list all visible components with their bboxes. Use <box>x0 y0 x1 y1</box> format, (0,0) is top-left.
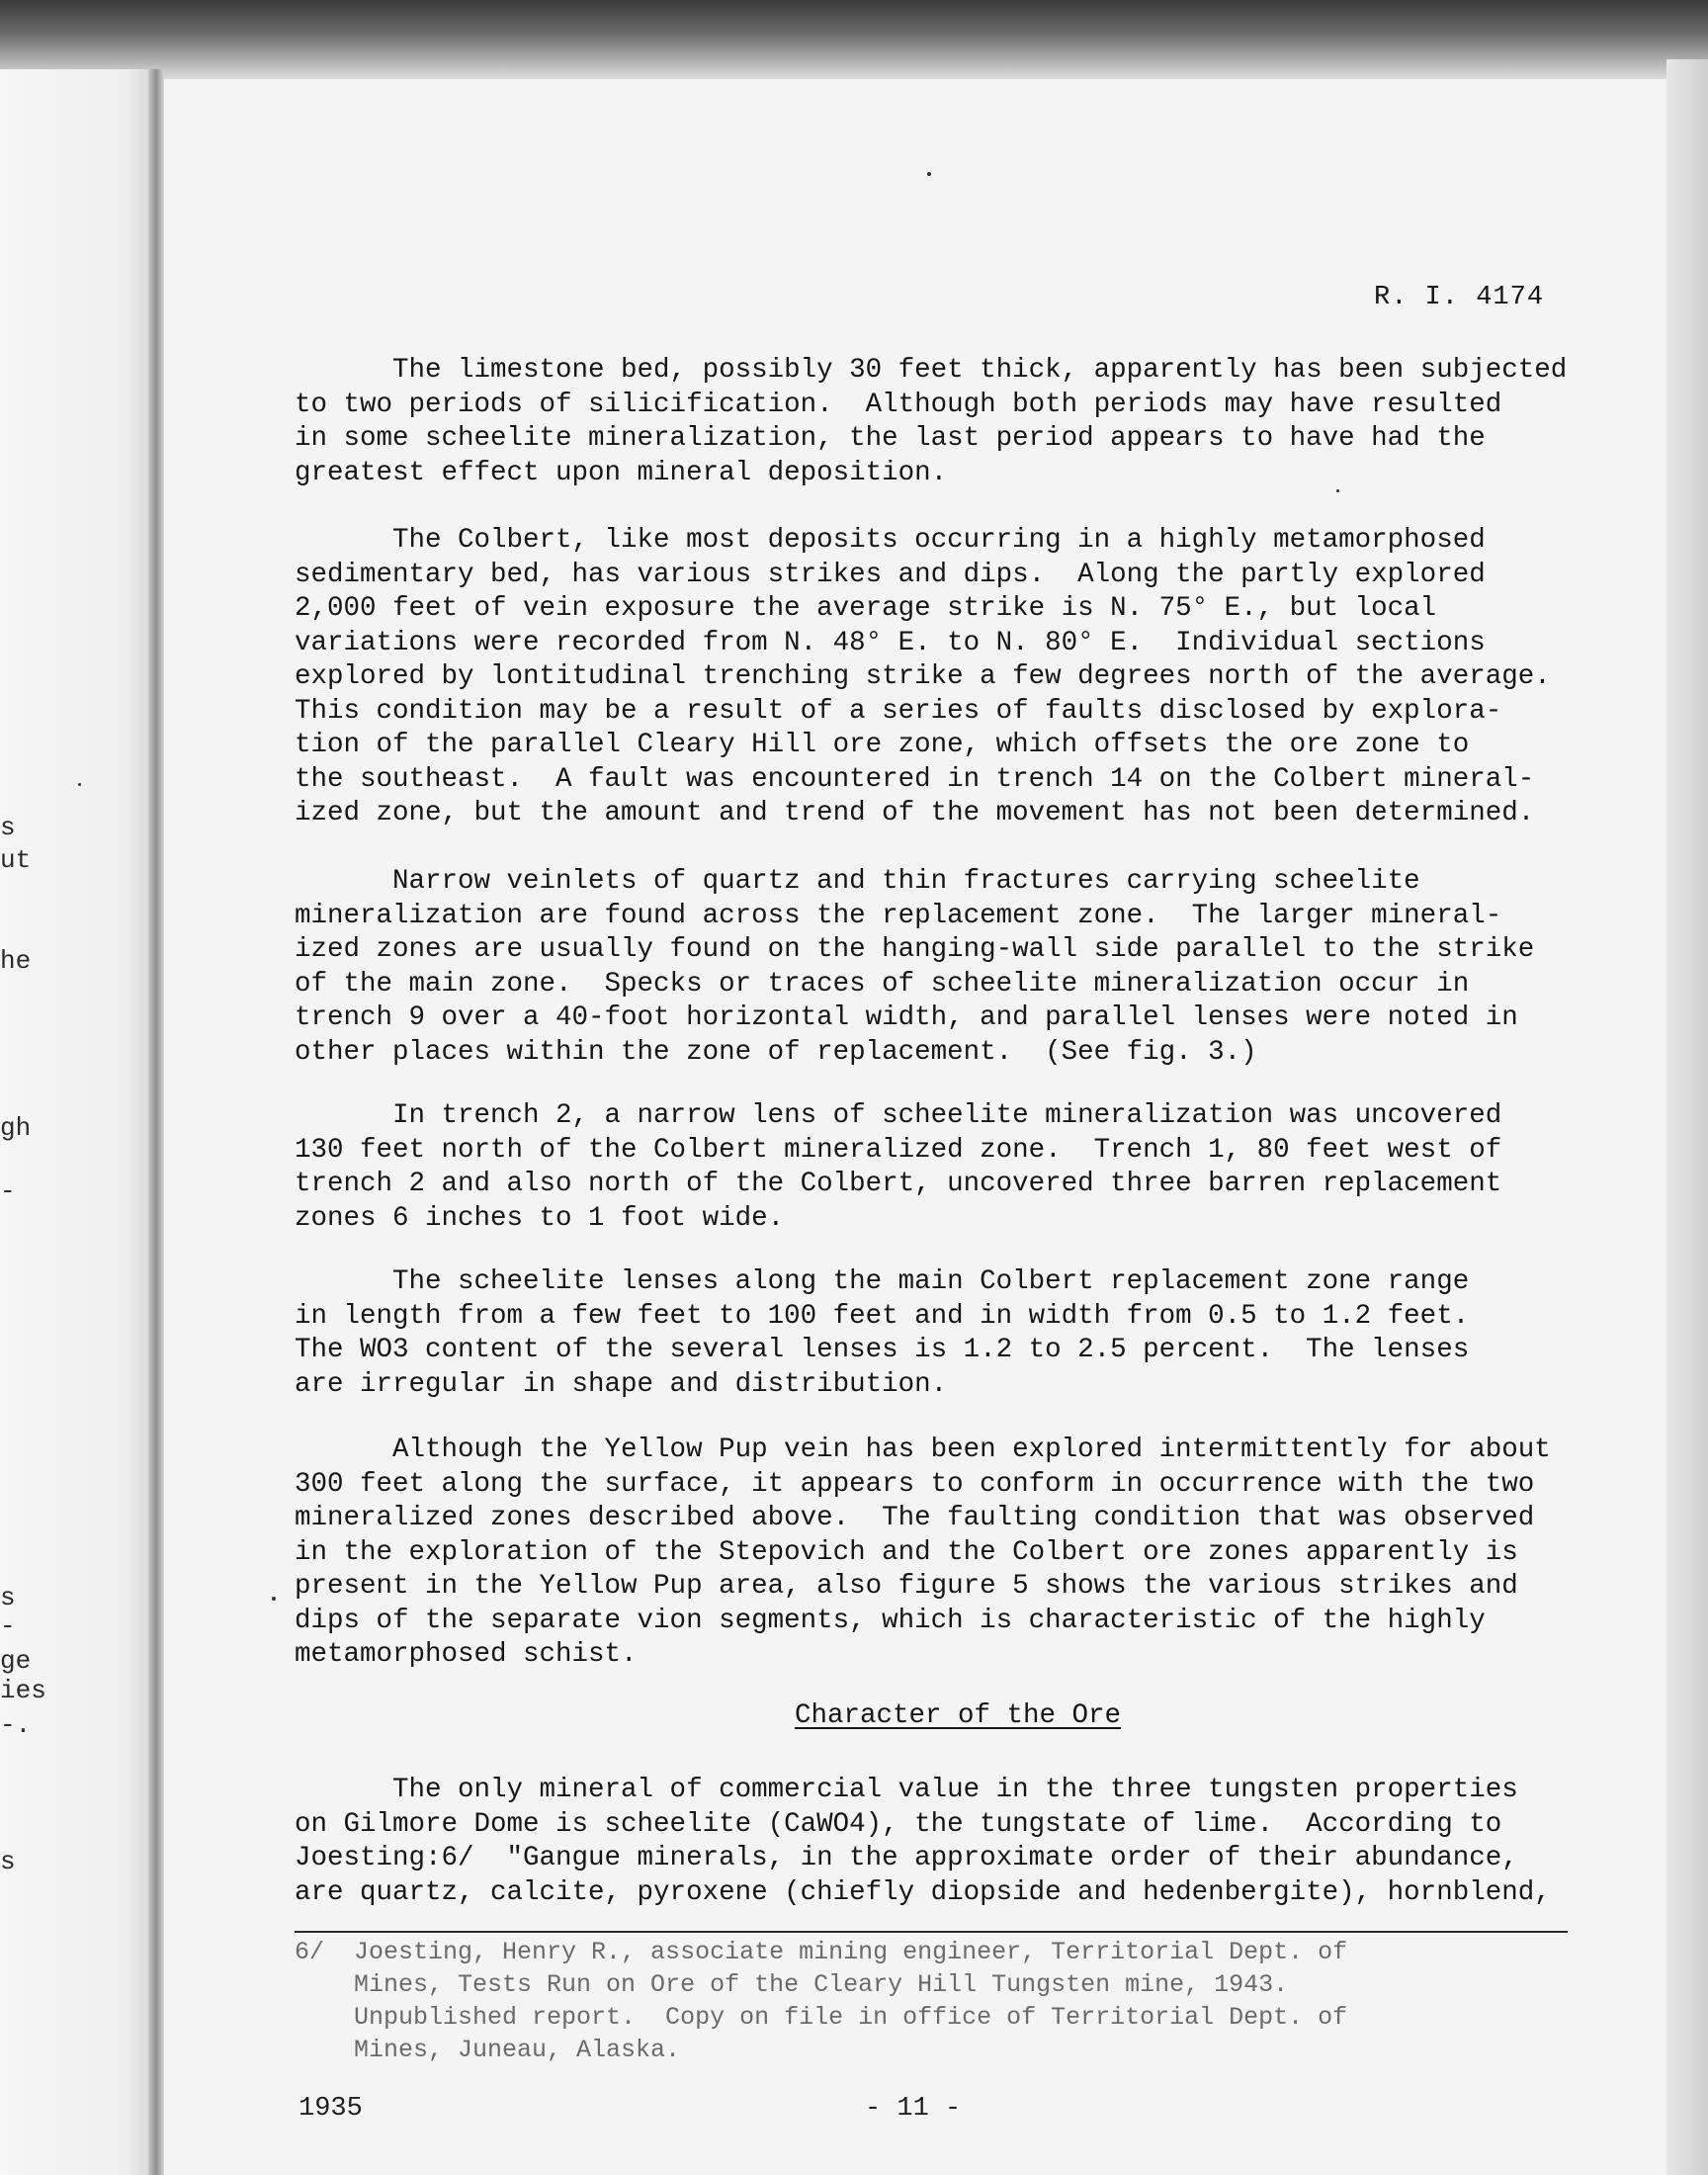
footnote-line: Unpublished report. Copy on file in office of Territorial Dept. of <box>295 2003 1348 2032</box>
text-line: In trench 2, a narrow lens of scheelite mineralization was uncovered <box>295 1100 1502 1131</box>
paragraph-silicification <box>295 354 1580 490</box>
paragraph-scheelite-lenses <box>295 1265 1580 1402</box>
text-line: tion of the parallel Cleary Hill ore zone, which offsets the ore zone to <box>295 730 1470 760</box>
text-line: the southeast. A fault was encountered in trench 14 on the Colbert mineral- <box>295 763 1535 795</box>
text-line: mineralization are found across the replacement zone. The larger mineral- <box>295 900 1502 931</box>
facing-page-fragment: - <box>0 1176 16 1206</box>
text-line: 2,000 feet of vein exposure the average strike is N. 75° E., but local <box>295 593 1437 624</box>
scan-speck <box>927 172 931 176</box>
text-line: Joesting:6/ "Gangue minerals, in the approximate order of their abundance, <box>295 1843 1518 1873</box>
text-line: Narrow veinlets of quartz and thin fractures carrying scheelite <box>295 866 1420 897</box>
facing-page-fragment: he <box>0 946 32 976</box>
footnote <box>295 1936 1580 2066</box>
text-line: The only mineral of commercial value in the three tungsten properties <box>295 1775 1518 1805</box>
text-line: zones 6 inches to 1 foot wide. <box>295 1202 785 1234</box>
text-line: trench 9 over a 40-foot horizontal width, and parallel lenses were noted in <box>295 1002 1518 1033</box>
footnote-line: Mines, Juneau, Alaska. <box>295 2036 681 2064</box>
text-line: other places within the zone of replacement. (See fig. 3.) <box>295 1036 1257 1068</box>
section-heading-text: Character of the Ore <box>794 1700 1122 1731</box>
facing-page-fragment: ut <box>0 845 32 875</box>
page-number: - 11 - <box>865 2094 962 2124</box>
text-line: 300 feet along the surface, it appears to conform in occurrence with the two <box>295 1468 1535 1500</box>
text-line: ized zones are usually found on the hanging-wall side parallel to the strike <box>295 934 1535 965</box>
text-line: The WO3 content of the several lenses is 1.2 to 2.5 percent. The lenses <box>295 1335 1470 1365</box>
text-line: explored by lontitudinal trenching strike a few degrees north of the average. <box>295 661 1551 692</box>
footnote-divider <box>295 1931 1568 1933</box>
text-line: 130 feet north of the Colbert mineralized zone. Trench 1, 80 feet west of <box>295 1134 1502 1166</box>
facing-page-fragment: s <box>0 1583 16 1612</box>
footer-year: 1935 <box>299 2094 363 2124</box>
text-line: greatest effect upon mineral deposition. <box>295 457 948 488</box>
text-line: are quartz, calcite, pyroxene (chiefly diopside and hedenbergite), hornblend, <box>295 1876 1551 1908</box>
paragraph-yellow-pup <box>295 1434 1580 1673</box>
text-line: present in the Yellow Pup area, also figure 5 shows the various strikes and <box>295 1571 1518 1602</box>
page-edge <box>1666 59 1708 2175</box>
text-line: The limestone bed, possibly 30 feet thick, apparently has been subjected <box>295 355 1568 386</box>
report-id: R. I. 4174 <box>1374 283 1545 312</box>
text-line: This condition may be a result of a series of faults disclosed by explora- <box>295 695 1502 727</box>
text-line: metamorphosed schist. <box>295 1639 638 1670</box>
text-line: are irregular in shape and distribution. <box>295 1368 948 1400</box>
footnote-line: Mines, Tests Run on Ore of the Cleary Hill Tungsten mine, 1943. <box>295 1970 1289 1999</box>
paragraph-veinlets <box>295 865 1580 1070</box>
facing-page-fragment: gh <box>0 1113 32 1143</box>
facing-page-fragment: - <box>0 1611 16 1641</box>
text-line: Although the Yellow Pup vein has been explored intermittently for about <box>295 1435 1551 1465</box>
paragraph-colbert-strikes <box>295 524 1580 831</box>
text-line: variations were recorded from N. 48° E. to N. 80° E. Individual sections <box>295 627 1486 658</box>
text-line: of the main zone. Specks or traces of scheelite mineralization occur in <box>295 968 1470 1000</box>
text-line: on Gilmore Dome is scheelite (CaWO4), the tungstate of lime. According to <box>295 1808 1502 1840</box>
text-line: The Colbert, like most deposits occurring in a highly metamorphosed <box>295 525 1486 556</box>
text-line: mineralized zones described above. The faulting condition that was observed <box>295 1503 1535 1533</box>
facing-page-fragment: ge <box>0 1646 32 1676</box>
paragraph-ore-minerals <box>295 1774 1580 1910</box>
section-heading <box>0 1700 1708 1731</box>
footnote-line: 6/ Joesting, Henry R., associate mining engineer, Territorial Dept. of <box>295 1938 1348 1966</box>
text-line: in the exploration of the Stepovich and the Colbert ore zones apparently is <box>295 1536 1518 1568</box>
scan-speck <box>78 783 81 786</box>
text-line: The scheelite lenses along the main Colbert replacement zone range <box>295 1266 1470 1297</box>
text-line: in some scheelite mineralization, the last period appears to have had the <box>295 423 1486 454</box>
facing-page-fragment: -. <box>0 1710 32 1740</box>
text-line: in length from a few feet to 100 feet and in width from 0.5 to 1.2 feet. <box>295 1300 1470 1332</box>
paragraph-trench-2 <box>295 1099 1580 1236</box>
facing-page-fragment: s <box>0 813 16 842</box>
scan-speck <box>1336 489 1339 492</box>
book-gutter <box>148 69 164 2175</box>
text-line: ized zone, but the amount and trend of the movement has not been determined. <box>295 798 1535 828</box>
scan-speck <box>272 1597 276 1601</box>
facing-page-fragment: s <box>0 1847 16 1876</box>
facing-page-fragment: ies <box>0 1676 46 1705</box>
text-line: dips of the separate vion segments, which is characteristic of the highly <box>295 1605 1486 1636</box>
text-line: to two periods of silicification. Although both periods may have resulted <box>295 389 1502 420</box>
facing-page <box>0 69 158 2175</box>
text-line: sedimentary bed, has various strikes and dips. Along the partly explored <box>295 559 1486 590</box>
text-line: trench 2 and also north of the Colbert, uncovered three barren replacement <box>295 1169 1502 1199</box>
